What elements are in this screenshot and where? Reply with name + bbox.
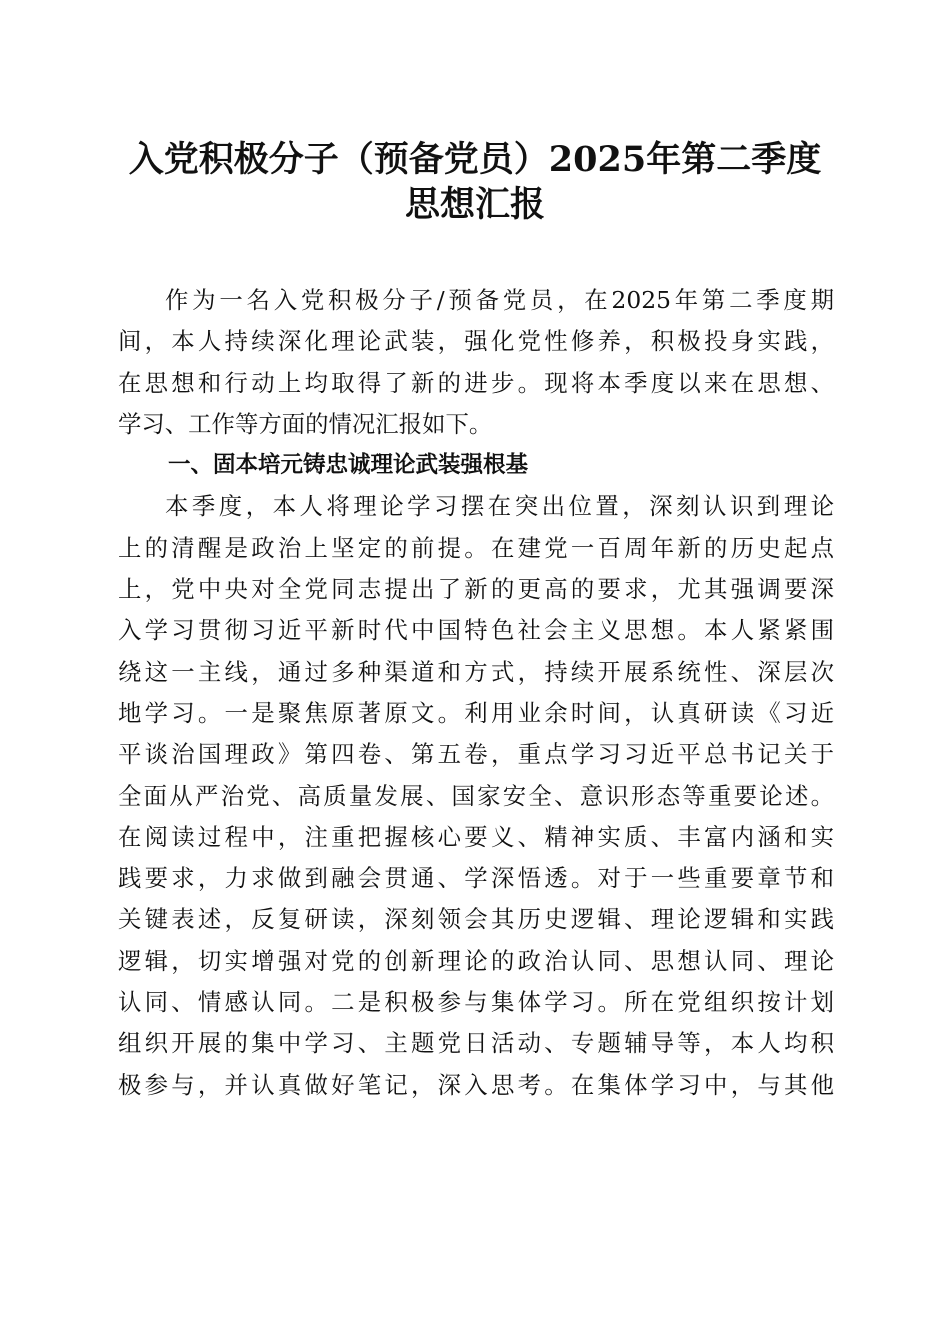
paragraph-line: 绕这一主线，通过多种渠道和方式，持续开展系统性、深层次 [118, 657, 834, 686]
paragraph-line: 间，本人持续深化理论武装，强化党性修养，积极投身实践， [118, 327, 834, 356]
paragraph-line: 关键表述，反复研读，深刻领会其历史逻辑、理论逻辑和实践 [118, 905, 834, 934]
paragraph-line: 逻辑，切实增强对党的创新理论的政治认同、思想认同、理论 [118, 946, 834, 975]
paragraph-line: 全面从严治党、高质量发展、国家安全、意识形态等重要论述。 [118, 781, 834, 810]
paragraph-line: 入学习贯彻习近平新时代中国特色社会主义思想。本人紧紧围 [118, 616, 834, 645]
document-title-line-2: 思想汇报 [404, 184, 545, 225]
paragraph-line: 认同、情感认同。二是积极参与集体学习。所在党组织按计划 [118, 988, 834, 1017]
document-body [118, 280, 834, 1106]
paragraph-line: 在思想和行动上均取得了新的进步。现将本季度以来在思想、 [118, 368, 834, 397]
section-heading: 一、固本培元铸忠诚理论武装强根基 [168, 452, 529, 479]
paragraph-line: 上，党中央对全党同志提出了新的更高的要求，尤其强调要深 [118, 575, 834, 604]
document-title-line-1: 入党积极分子（预备党员）2025年第二季度 [128, 139, 822, 180]
paragraph-line: 学习、工作等方面的情况汇报如下。 [118, 409, 493, 438]
paragraph-line: 极参与，并认真做好笔记，深入思考。在集体学习中，与其他 [118, 1070, 834, 1099]
paragraph-line: 本季度，本人将理论学习摆在突出位置，深刻认识到理论 [165, 492, 834, 521]
paragraph-line: 上的清醒是政治上坚定的前提。在建党一百周年新的历史起点 [118, 533, 834, 562]
paragraph-line: 组织开展的集中学习、主题党日活动、专题辅导等，本人均积 [118, 1029, 834, 1058]
paragraph-line: 地学习。一是聚焦原著原文。利用业余时间，认真研读《习近 [118, 698, 834, 727]
paragraph-line: 在阅读过程中，注重把握核心要义、精神实质、丰富内涵和实 [118, 822, 834, 851]
paragraph-line: 作为一名入党积极分子/预备党员，在2025年第二季度期 [165, 286, 834, 314]
paragraph-line: 践要求，力求做到融会贯通、学深悟透。对于一些重要章节和 [118, 864, 834, 893]
paragraph-line: 平谈治国理政》第四卷、第五卷，重点学习习近平总书记关于 [118, 740, 834, 769]
